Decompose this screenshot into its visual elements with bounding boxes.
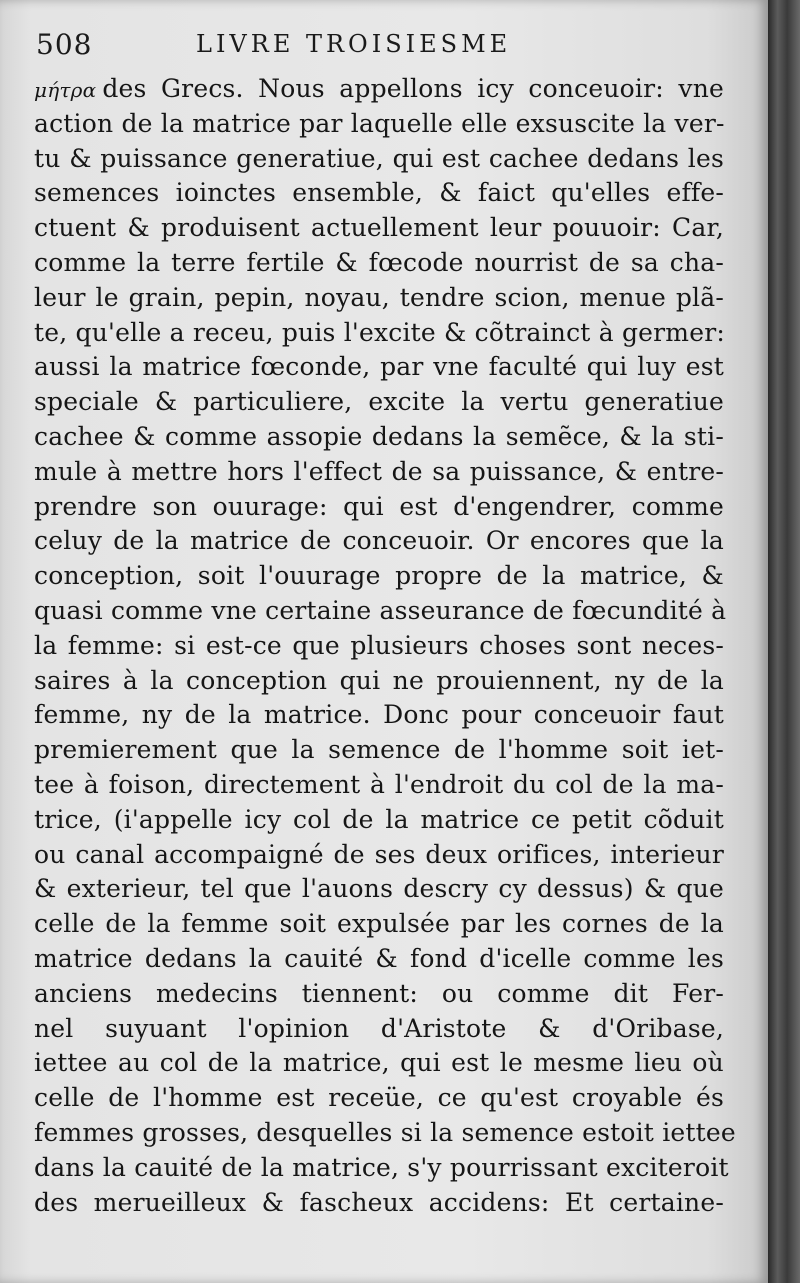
text-line: tu & puissance generatiue, qui est cachee dedans les [34, 143, 724, 173]
text-line: femmes grosses, desquelles si la semence estoit iettee [34, 1117, 736, 1147]
text-line: cachee & comme assopie dedans la semẽce, & la sti- [34, 421, 724, 451]
text-line: & exterieur, tel que l'auons descry cy dessus) & que [34, 874, 724, 904]
text-line: nel suyuant l'opinion d'Aristote & d'Oribase, [34, 1013, 724, 1043]
text-line: celle de l'homme est receüe, ce qu'est croyable és [34, 1083, 724, 1113]
text-line: quasi comme vne certaine asseurance de fœcundité à [34, 595, 727, 625]
page-number: 508 [36, 28, 93, 61]
text-line [34, 72, 724, 107]
text-line: prendre son ouurage: qui est d'engendrer, comme [34, 491, 724, 521]
text-line: femme, ny de la matrice. Donc pour conceuoir faut [34, 700, 724, 730]
text-line: aussi la matrice fœconde, par vne faculté qui luy est [34, 352, 724, 382]
text-line: mule à mettre hors l'effect de sa puissance, & entre- [34, 456, 724, 486]
page-header [36, 26, 736, 66]
body-text [34, 72, 736, 1220]
text-line: tee à foison, directement à l'endroit du col de la ma- [34, 769, 724, 799]
text-line: leur le grain, pepin, noyau, tendre scion, menue plã- [34, 282, 724, 312]
text-line: la femme: si est-ce que plusieurs choses sont neces- [34, 630, 724, 660]
text-line: iettee au col de la matrice, qui est le mesme lieu où [34, 1048, 724, 1078]
text-line: semences ioinctes ensemble, & faict qu'elles effe- [34, 178, 724, 208]
greek-word: μήτρα [34, 78, 97, 102]
text-line: comme la terre fertile & fœcode nourrist de sa cha- [34, 247, 724, 277]
running-title: LIVRE TROISIESME [196, 30, 512, 58]
text-line: matrice dedans la cauité & fond d'icelle comme les [34, 943, 724, 973]
text-line: celle de la femme soit expulsée par les cornes de la [34, 909, 724, 939]
page-edge [768, 0, 800, 1283]
text-line: speciale & particuliere, excite la vertu generatiue [34, 387, 724, 417]
text-line: trice, (i'appelle icy col de la matrice ce petit cõduit [34, 804, 724, 834]
text-line: action de la matrice par laquelle elle exsuscite la ver- [34, 108, 725, 138]
text-line: saires à la conception qui ne prouiennent, ny de la [34, 665, 724, 695]
text-line: ctuent & produisent actuellement leur pouuoir: Car, [34, 213, 724, 243]
text-line: anciens medecins tiennent: ou comme dit Fer- [34, 978, 724, 1008]
text-line: conception, soit l'ouurage propre de la matrice, & [34, 561, 724, 591]
text-line: ou canal accompaigné de ses deux orifices, interieur [34, 839, 724, 869]
text-line: te, qu'elle a receu, puis l'excite & cõtrainct à germer: [34, 317, 725, 347]
text-line: celuy de la matrice de conceuoir. Or encores que la [34, 526, 724, 556]
text-line: dans la cauité de la matrice, s'y pourrissant exciteroit [34, 1152, 729, 1182]
text-line: des merueilleux & fascheux accidens: Et certaine- [34, 1187, 724, 1217]
text-line: premierement que la semence de l'homme soit iet- [34, 735, 724, 765]
text-line-rest: des Grecs. Nous appellons icy conceuoir: vne [102, 74, 724, 103]
